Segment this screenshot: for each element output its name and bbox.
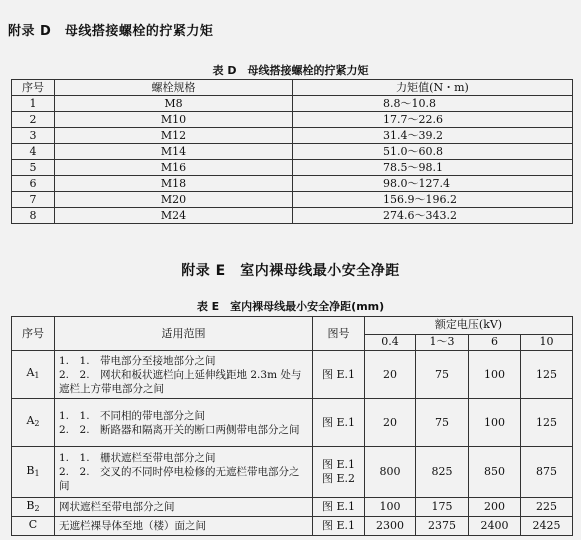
header-voltage-0-4: 0.4 (365, 334, 416, 351)
scope-line: 2. 2. 交叉的不同时停电检修的无遮栏带电部分之间 (59, 466, 300, 492)
table-row (12, 208, 573, 224)
bolt-spec: M8 (55, 96, 293, 112)
bolt-spec: M24 (55, 208, 293, 224)
clearance-code-letter: B (26, 463, 35, 477)
row-no: 4 (12, 144, 55, 160)
scope-cell (55, 498, 313, 517)
figure-ref (313, 517, 365, 536)
clearance-code-letter: C (28, 517, 38, 531)
scope-line: 2. 2. 网状和板状遮栏向上延伸线距地 2.3m 处与遮栏上方带电部分之间 (59, 368, 302, 395)
clearance-value: 125 (521, 399, 573, 447)
bolt-spec: M20 (55, 192, 293, 208)
clearance-code (12, 351, 55, 399)
clearance-value: 20 (365, 351, 416, 399)
torque-value: 274.6～343.2 (293, 208, 573, 224)
row-no: 6 (12, 176, 55, 192)
torque-value: 17.7～22.6 (293, 112, 573, 128)
clearance-value: 2300 (365, 517, 416, 536)
torque-table-body (12, 96, 573, 224)
clearance-code-subscript: 2 (34, 503, 40, 513)
bolt-spec: M12 (55, 128, 293, 144)
torque-table (11, 79, 573, 224)
clearance-code (12, 399, 55, 447)
table-row (12, 498, 573, 517)
table-row (12, 517, 573, 536)
clearance-value: 825 (416, 447, 469, 498)
header-voltage-10: 10 (521, 334, 573, 351)
clearance-code-letter: A (26, 366, 35, 379)
clearance-value: 100 (469, 351, 521, 399)
table-row (12, 96, 573, 112)
clearance-table (11, 316, 573, 536)
clearance-code (12, 447, 55, 498)
table-row (12, 128, 573, 144)
scope-line: 网状遮栏至带电部分之间 (59, 501, 175, 513)
clearance-value: 200 (469, 498, 521, 517)
figure-ref (313, 447, 365, 498)
scope-cell (55, 351, 313, 399)
clearance-code-letter: A (26, 414, 35, 427)
clearance-value: 75 (416, 351, 469, 399)
torque-value: 51.0～60.8 (293, 144, 573, 160)
torque-value: 8.8～10.8 (293, 96, 573, 112)
clearance-value: 225 (521, 498, 573, 517)
row-no: 2 (12, 112, 55, 128)
figure-ref-line: 图 E.1 (321, 367, 356, 381)
clearance-code-letter: B (26, 498, 35, 512)
figure-ref (313, 399, 365, 447)
scope-cell (55, 447, 313, 498)
scope-cell (55, 517, 313, 536)
table-row (12, 112, 573, 128)
table-e-caption: 表 E 室内裸母线最小安全净距(mm) (196, 300, 385, 313)
header-rated-voltage: 额定电压(kV) (365, 317, 573, 335)
row-no: 3 (12, 128, 55, 144)
header-no: 序号 (12, 317, 55, 351)
table-row (12, 399, 573, 447)
table-header-row (12, 80, 573, 96)
torque-value: 31.4～39.2 (293, 128, 573, 144)
scope-line: 1. 1. 不同相的带电部分之间 (59, 409, 206, 422)
scope-line: 2. 2. 断路器和隔离开关的断口两侧带电部分之间 (59, 423, 300, 436)
figure-ref-line: 图 E.2 (321, 472, 356, 485)
clearance-code (12, 498, 55, 517)
clearance-code-subscript: 1 (34, 371, 40, 380)
scope-line: 1. 1. 栅状遮栏至带电部分之间 (59, 452, 216, 464)
header-voltage-6: 6 (469, 334, 521, 351)
scope-line: 无遮栏裸导体至地（楼）面之间 (59, 520, 206, 532)
clearance-value: 125 (521, 351, 573, 399)
header-figure: 图号 (313, 317, 365, 351)
clearance-value: 2400 (469, 517, 521, 536)
row-no: 5 (12, 160, 55, 176)
table-row (12, 447, 573, 498)
bolt-spec: M14 (55, 144, 293, 160)
header-bolt-spec: 螺栓规格 (55, 80, 293, 96)
clearance-value: 800 (365, 447, 416, 498)
table-row (12, 144, 573, 160)
figure-ref (313, 498, 365, 517)
clearance-code-subscript: 1 (34, 468, 40, 478)
clearance-value: 850 (469, 447, 521, 498)
table-row (12, 192, 573, 208)
figure-ref-line: 图 E.1 (321, 415, 356, 429)
row-no: 1 (12, 96, 55, 112)
scope-cell (55, 399, 313, 447)
row-no: 7 (12, 192, 55, 208)
appendix-d-title: 附录 D 母线搭接螺栓的拧紧力矩 (8, 24, 214, 39)
figure-ref-line: 图 E.1 (321, 458, 356, 471)
table-row (12, 176, 573, 192)
torque-value: 78.5～98.1 (293, 160, 573, 176)
figure-ref (313, 351, 365, 399)
bolt-spec: M18 (55, 176, 293, 192)
table-row (12, 351, 573, 399)
torque-value: 156.9～196.2 (293, 192, 573, 208)
bolt-spec: M16 (55, 160, 293, 176)
header-scope: 适用范围 (55, 317, 313, 351)
header-torque: 力矩值(N・m) (293, 80, 573, 96)
figure-ref-line: 图 E.1 (321, 519, 356, 532)
torque-value: 98.0～127.4 (293, 176, 573, 192)
clearance-value: 875 (521, 447, 573, 498)
table-header-row (12, 317, 573, 335)
header-voltage-1-3: 1～3 (416, 334, 469, 351)
clearance-code-subscript: 2 (34, 419, 40, 428)
clearance-table-body (12, 351, 573, 536)
clearance-code (12, 517, 55, 536)
clearance-value: 75 (416, 399, 469, 447)
appendix-e-title: 附录 E 室内裸母线最小安全净距 (181, 263, 400, 279)
clearance-value: 20 (365, 399, 416, 447)
scope-line: 1. 1. 带电部分至接地部分之间 (59, 354, 216, 367)
row-no: 8 (12, 208, 55, 224)
table-row (12, 160, 573, 176)
figure-ref-line: 图 E.1 (321, 500, 356, 513)
table-d-caption: 表 D 母线搭接螺栓的拧紧力矩 (212, 64, 369, 77)
header-no: 序号 (12, 80, 55, 96)
clearance-value: 2425 (521, 517, 573, 536)
clearance-value: 100 (469, 399, 521, 447)
clearance-value: 100 (365, 498, 416, 517)
clearance-value: 175 (416, 498, 469, 517)
bolt-spec: M10 (55, 112, 293, 128)
clearance-value: 2375 (416, 517, 469, 536)
